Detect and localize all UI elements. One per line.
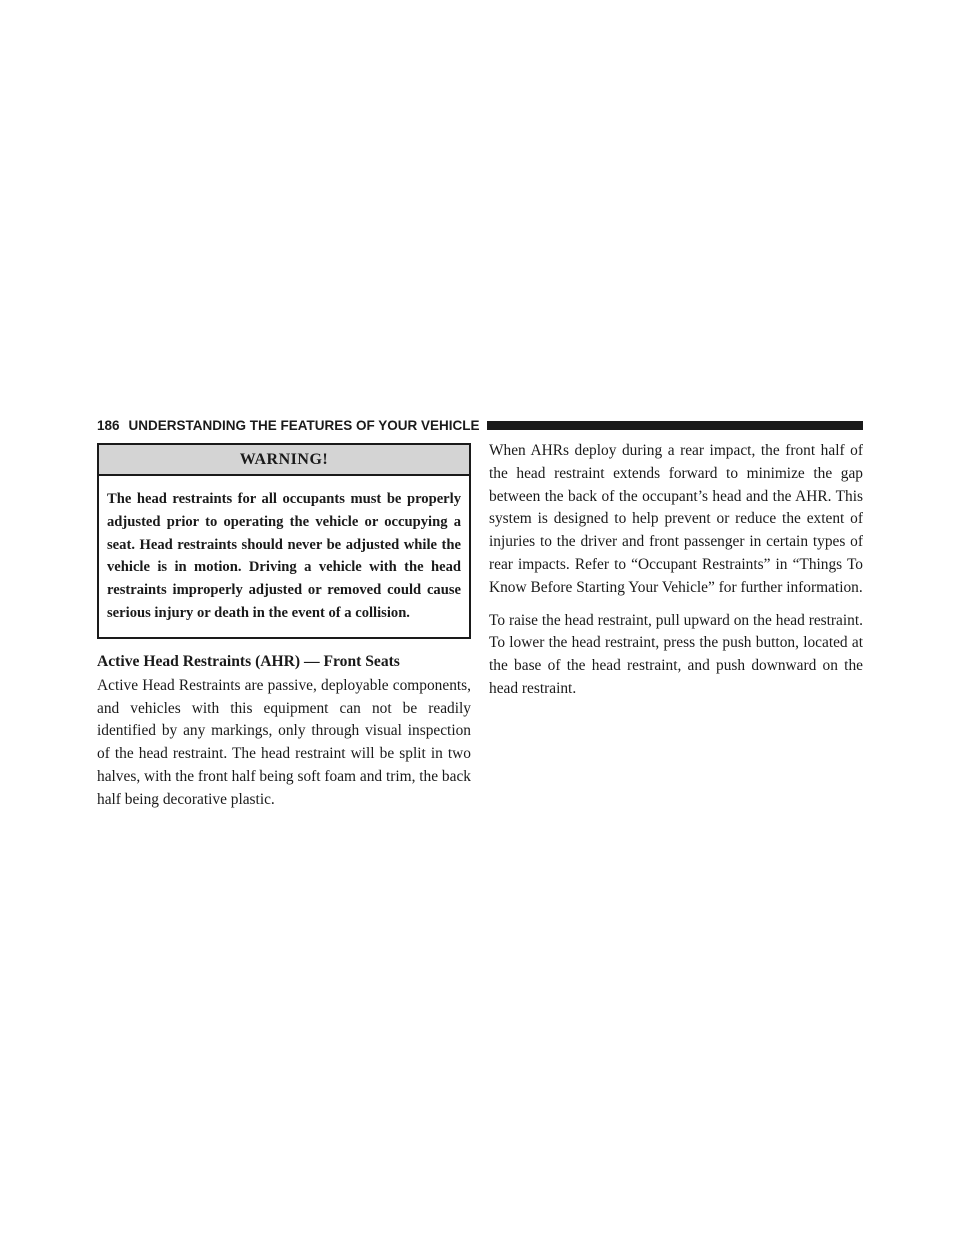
warning-title: WARNING! <box>99 445 469 476</box>
section-paragraph: Active Head Restraints are passive, deployable components, and vehicles with this equipment can not be readily identified by any markings, only through visual inspection of the head restraint. The head restraint will be split in two halves, with the front half being soft foam and trim, the back half being decorative plastic. <box>97 676 471 808</box>
left-column <box>97 443 471 812</box>
section-heading: Active Head Restraints (AHR) — Front Seats <box>97 652 400 670</box>
page-number: 186 <box>97 417 120 433</box>
paragraph-adjust-restraint: To raise the head restraint, pull upward on the head restraint. To lower the head restraint, press the push button, located at the base of the head restraint, and push downward on the head restraint. <box>489 611 863 697</box>
warning-text: The head restraints for all occupants must be properly adjusted prior to operating the vehicle or occupying a seat. Head restraints should never be adjusted while the vehicle is in motion. Driving a vehicle with the head restraints improperly adjusted or removed could cause serious injury or death in the event of a collision. <box>107 491 461 621</box>
right-column <box>489 440 863 701</box>
paragraph-ahr-deploy: When AHRs deploy during a rear impact, the front half of the head restraint extends forward to minimize the gap between the back of the occupant’s head and the AHR. This system is designed to help prevent or reduce the extent of injuries to the driver and front passenger in certain types of rear impacts. Refer to “Occupant Restraints” in “Things To Know Before Starting Your Vehicle” for further information. <box>489 442 863 596</box>
header-rule <box>487 421 863 430</box>
page-header <box>97 416 863 434</box>
warning-box <box>97 443 471 639</box>
chapter-title: UNDERSTANDING THE FEATURES OF YOUR VEHICLE <box>128 417 480 433</box>
